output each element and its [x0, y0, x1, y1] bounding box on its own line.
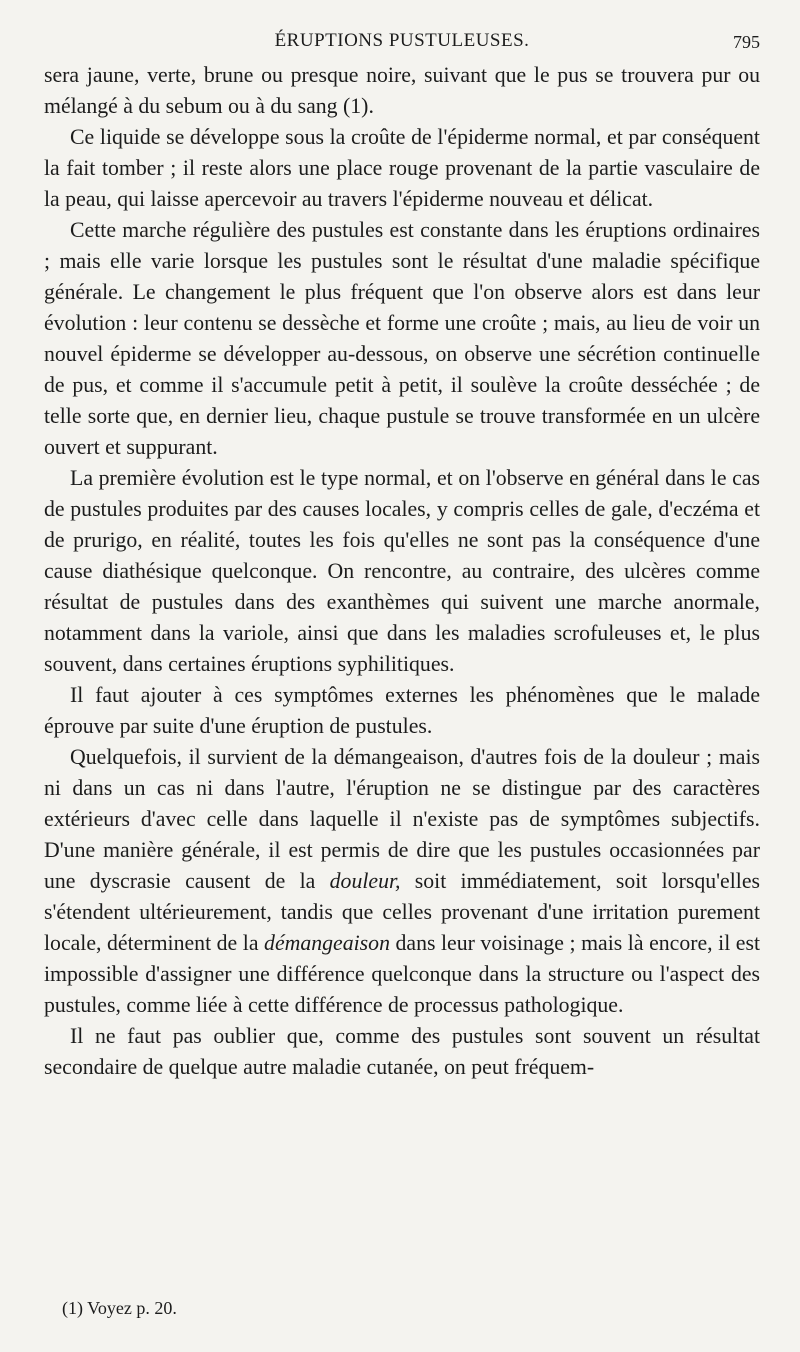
page-number: 795: [733, 32, 760, 52]
running-title: ÉRUPTIONS PUSTULEUSES.: [274, 30, 530, 51]
paragraph: [44, 680, 760, 742]
paragraph: [44, 1021, 760, 1083]
paragraph: [44, 60, 760, 122]
text-run: sera jaune, verte, brune ou presque noire, suivant que le pus se trouvera pur ou mélangé à du sebum ou à du sang (1).: [44, 63, 760, 118]
text-run: soit immédiatement, soit lorsqu'elles s'étendent ultérieurement, tandis que celles provenant d'une irritation purement locale, déterminent de la: [44, 869, 760, 955]
footnote: (1) Voyez p. 20.: [62, 1298, 177, 1318]
paragraph: [44, 215, 760, 463]
text-run: Cette marche régulière des pustules est constante dans les éruptions ordinaires ; mais elle varie lorsque les pustules sont le résultat d'une maladie spécifique générale. Le changement le plus fréquent que l'on observe alors est dans leur évolution : leur contenu se dessèche et forme une croûte ; mais, au lieu de voir un nouvel épiderme se développer au-dessous, on observe une sécrétion continuelle de pus, et comme il s'accumule petit à petit, il soulève la croûte desséchée ; de telle sorte que, en dernier lieu, chaque pustule se trouve transformée en un ulcère ouvert et suppurant.: [44, 218, 760, 459]
paragraph: [44, 122, 760, 215]
paragraph: [44, 463, 760, 680]
italic-text: démangeaison: [264, 931, 390, 955]
body-text: [44, 60, 760, 1083]
text-run: dans leur voisinage ; mais là encore, il est impossible d'assigner une différence quelconque dans la structure ou l'aspect des pustules, comme liée à cette différence de processus pathologique.: [44, 931, 760, 1017]
text-run: Il ne faut pas oublier que, comme des pustules sont souvent un résultat secondaire de quelque autre maladie cutanée, on peut fréquem-: [44, 1024, 760, 1079]
text-run: Il faut ajouter à ces symptômes externes les phénomènes que le malade éprouve par suite d'une éruption de pustules.: [44, 683, 760, 738]
page-header: [44, 30, 760, 62]
text-run: La première évolution est le type normal, et on l'observe en général dans le cas de pustules produites par des causes locales, y compris celles de gale, d'eczéma et de prurigo, en réalité, toutes les fois qu'elles ne sont pas la conséquence d'une cause diathésique quelconque. On rencontre, au contraire, des ulcères comme résultat de pustules dans des exanthèmes qui suivent une marche anormale, notamment dans la variole, ainsi que dans les maladies scrofuleuses et, le plus souvent, dans certaines éruptions syphilitiques.: [44, 466, 760, 676]
italic-text: douleur,: [329, 869, 401, 893]
text-run: Ce liquide se développe sous la croûte de l'épiderme normal, et par conséquent la fait tomber ; il reste alors une place rouge provenant de la partie vasculaire de la peau, qui laisse apercevoir au travers l'épiderme nouveau et délicat.: [44, 125, 760, 211]
text-run: Quelquefois, il survient de la démangeaison, d'autres fois de la douleur ; mais ni dans un cas ni dans l'autre, l'éruption ne se distingue par des caractères extérieurs d'avec celle dans laquelle il n'existe pas de symptômes subjectifs. D'une manière générale, il est permis de dire que les pustules occasionnées par une dyscrasie causent de la: [44, 745, 760, 893]
paragraph: [44, 742, 760, 1021]
